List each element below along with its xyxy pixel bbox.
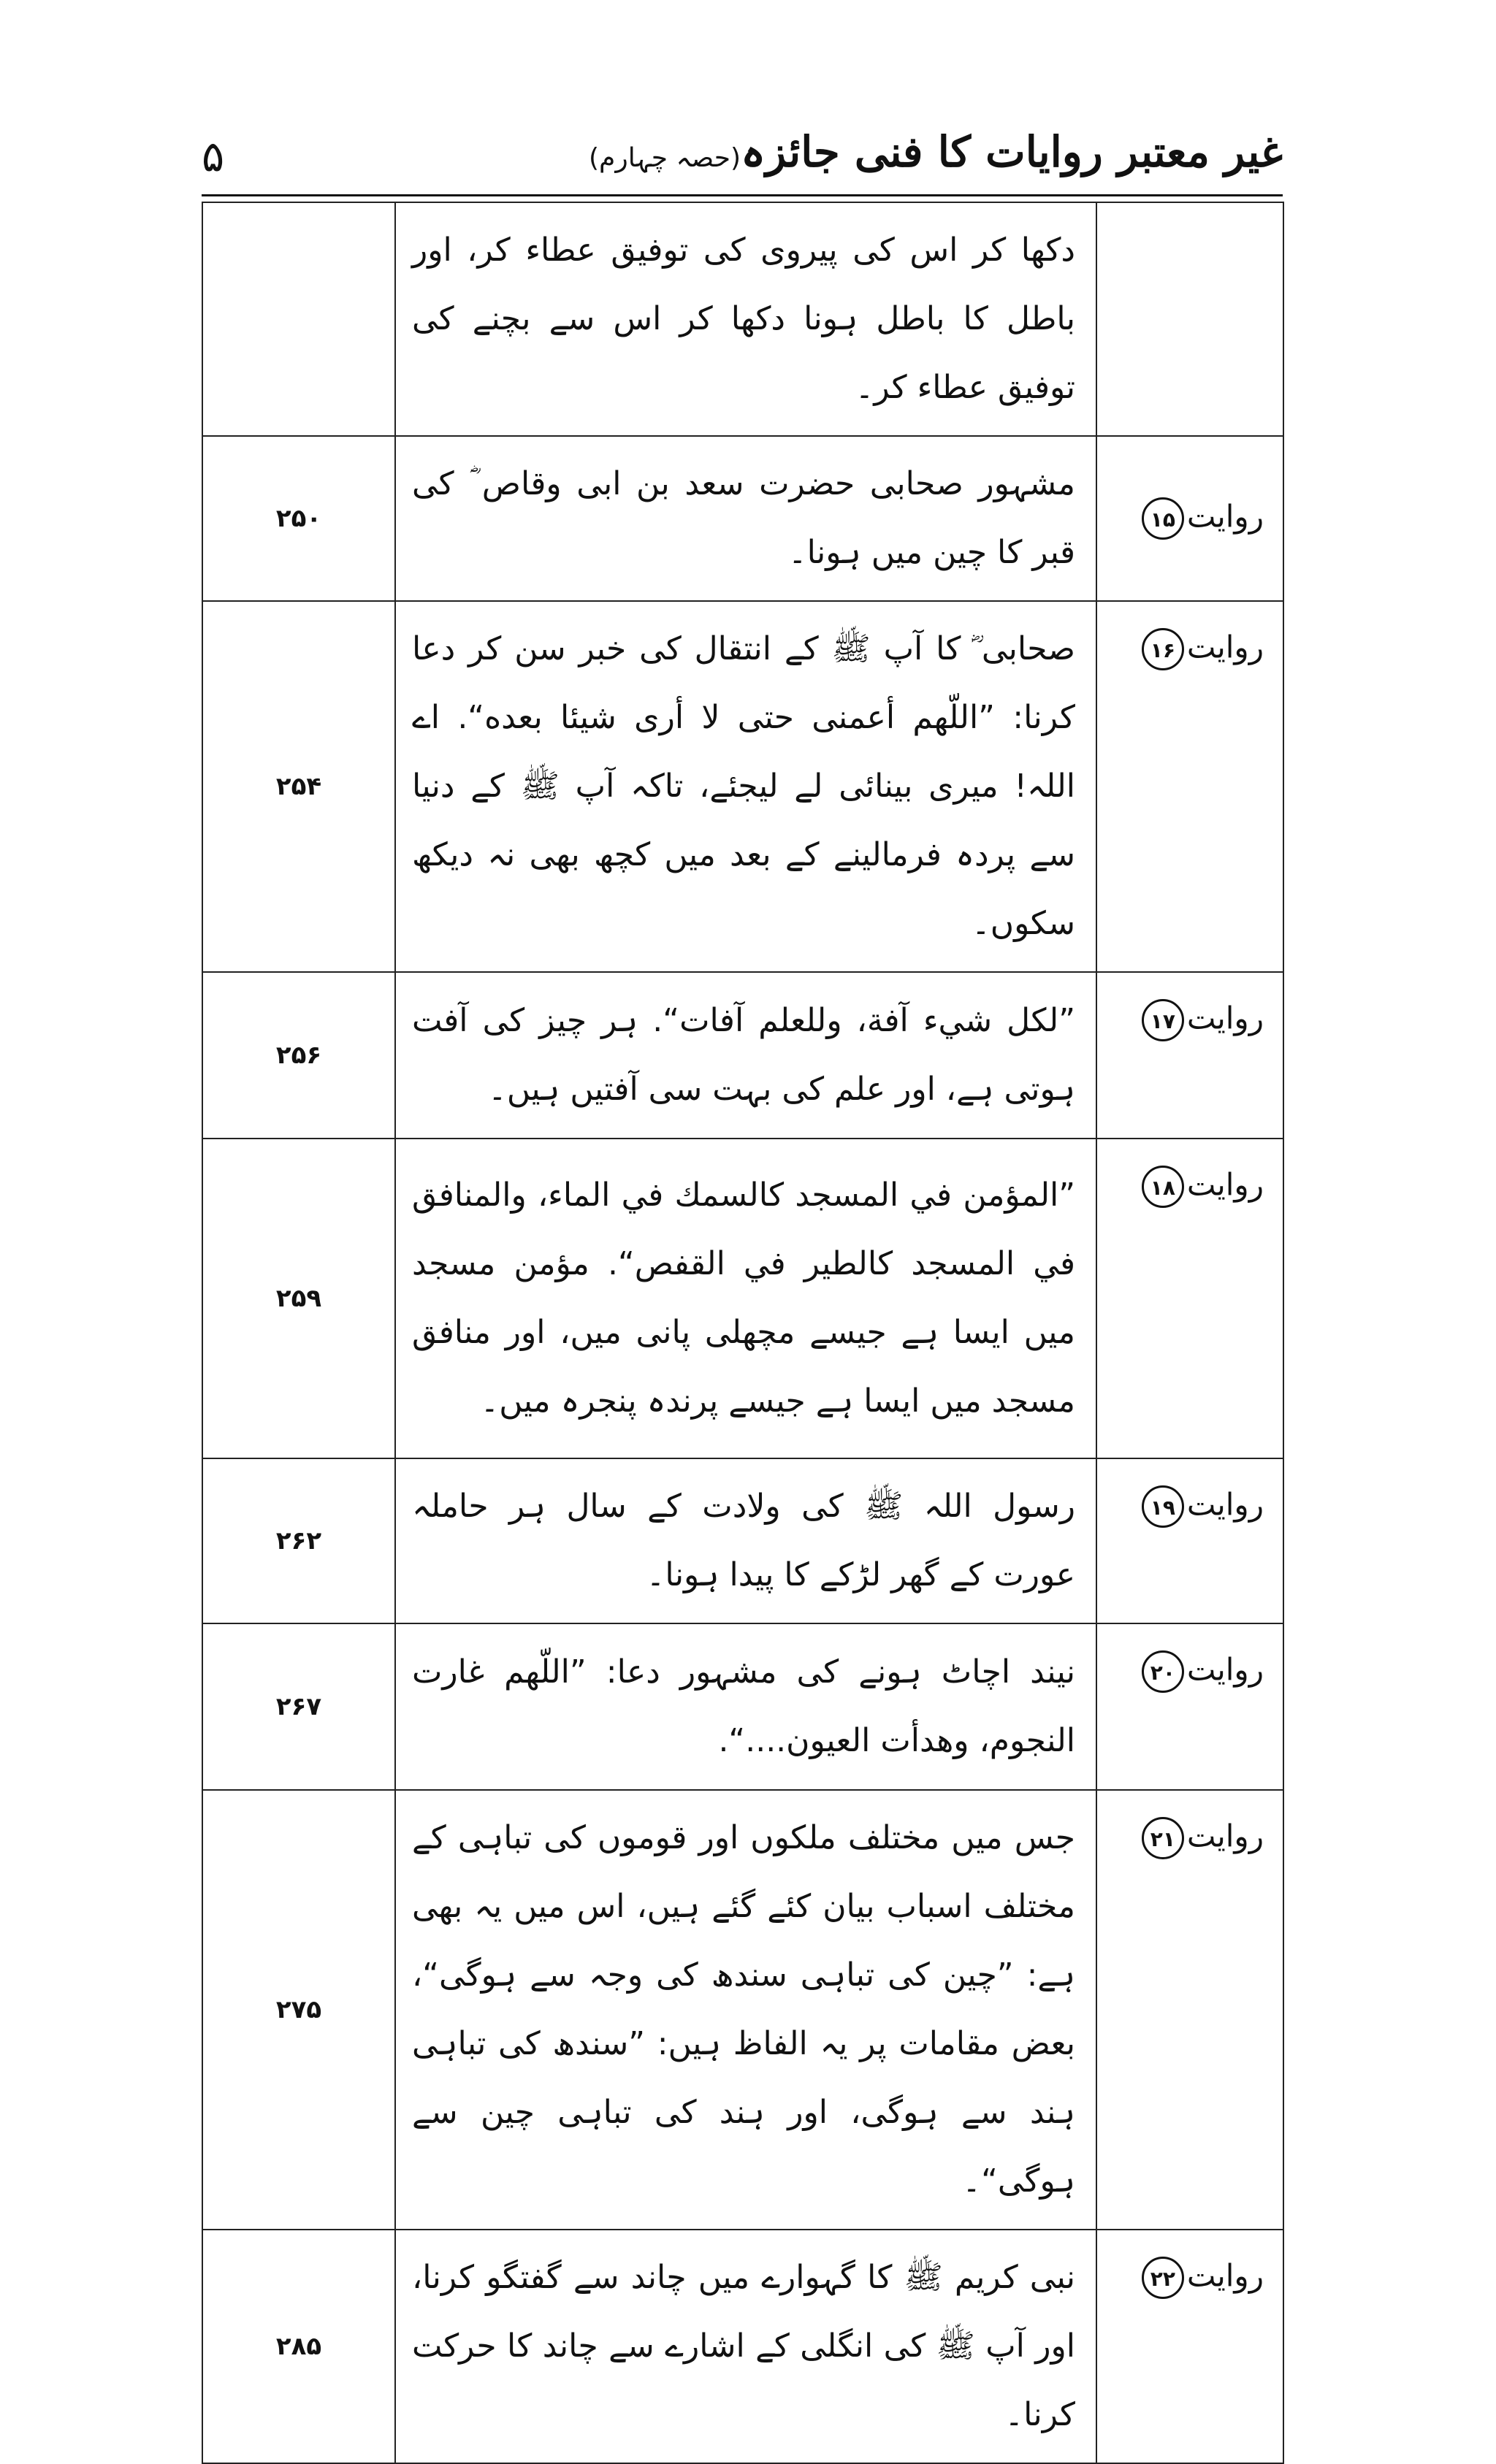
header-rule [202, 194, 1283, 196]
page-reference: ۲۵۶ [202, 972, 395, 1139]
page-reference: ۲۵۴ [202, 601, 395, 972]
table-row [202, 1139, 1283, 1458]
table-row [202, 2230, 1283, 2463]
page-reference: ۲۷۵ [202, 1790, 395, 2230]
narration-number: ۱۹ [1142, 1485, 1184, 1528]
narration-description: نیند اچاٹ ہونے کی مشہور دعا: ”اللّهم غارت النجوم، وهدأت العيون....“. [395, 1623, 1096, 1790]
narration-description: مشہور صحابی حضرت سعد بن ابی وقاص ؓ کی قبر کا چین میں ہونا۔ [395, 436, 1096, 601]
contents-table [202, 202, 1284, 2464]
narration-label-cell [1096, 436, 1283, 601]
narration-label: روایت [1186, 2257, 1264, 2294]
table-row [202, 1790, 1283, 2230]
table-row [202, 601, 1283, 972]
narration-description: دکھا کر اس کی پیروی کی توفیق عطاء کر، اور باطل کا باطل ہونا دکھا کر اس سے بچنے کی توفیق عطاء کر۔ [395, 202, 1096, 436]
narration-label: روایت [1186, 1000, 1264, 1036]
page-reference: ۲۵۹ [202, 1139, 395, 1458]
narration-number: ۱۸ [1142, 1166, 1184, 1208]
narration-description: ”المؤمن في المسجد كالسمك في الماء، والمنافق في المسجد كالطير في القفص“. مؤمن مسجد میں ایسا ہے جیسے مچھلی پانی میں، اور منافق مسجد میں ایسا ہے جیسے پرندہ پنجرہ میں۔ [395, 1139, 1096, 1458]
narration-number: ۱۶ [1142, 628, 1184, 670]
table-row [202, 436, 1283, 601]
page-reference [202, 202, 395, 436]
narration-description: جس میں مختلف ملکوں اور قوموں کی تباہی کے مختلف اسباب بیان کئے گئے ہیں، اس میں یہ بھی ہے: ”چین کی تباہی سندھ کی وجہ سے ہوگی“، بعض مقامات پر یہ الفاظ ہیں: ”سندھ کی تباہی ہند سے ہوگی، اور ہند کی تباہی چین سے ہوگی“۔ [395, 1790, 1096, 2230]
narration-label-cell [1096, 1790, 1283, 2230]
page-reference: ۲۶۷ [202, 1623, 395, 1790]
page-number: ۵ [202, 131, 225, 181]
narration-number: ۱۷ [1142, 999, 1184, 1041]
narration-label: روایت [1186, 1818, 1264, 1854]
page-reference: ۲۸۵ [202, 2230, 395, 2463]
table-row [202, 972, 1283, 1139]
book-title: غیر معتبر روایات کا فنی جائزہ [741, 127, 1283, 177]
page-header [202, 124, 1283, 197]
narration-description: صحابی ؓ کا آپ ﷺ کے انتقال کی خبر سن کر دعا کرنا: ”اللّهم أعمنى حتى لا أرى شيئا بعده“. اے اللہ! میری بینائی لے لیجئے، تاکہ آپ ﷺ کے دنیا سے پردہ فرمالینے کے بعد میں کچھ بھی نہ دیکھ سکوں۔ [395, 601, 1096, 972]
table-row [202, 1458, 1283, 1623]
table-row [202, 202, 1283, 436]
narration-number: ۲۲ [1142, 2257, 1184, 2299]
narration-description: ”لكل شيء آفة، وللعلم آفات“. ہر چیز کی آفت ہوتی ہے، اور علم کی بہت سی آفتیں ہیں۔ [395, 972, 1096, 1139]
narration-description: نبی کریم ﷺ کا گہوارے میں چاند سے گفتگو کرنا، اور آپ ﷺ کی انگلی کے اشارے سے چاند کا حرکت کرنا۔ [395, 2230, 1096, 2463]
narration-label-cell [1096, 1458, 1283, 1623]
running-title [573, 127, 1283, 177]
page-reference: ۲۶۲ [202, 1458, 395, 1623]
narration-label: روایت [1186, 1651, 1264, 1688]
table-row [202, 1623, 1283, 1790]
narration-label-cell [1096, 601, 1283, 972]
narration-number: ۲۰ [1142, 1650, 1184, 1693]
page-reference: ۲۵۰ [202, 436, 395, 601]
narration-label: روایت [1186, 1486, 1264, 1523]
narration-label: روایت [1186, 498, 1264, 535]
narration-label-cell [1096, 2230, 1283, 2463]
narration-label-cell [1096, 1623, 1283, 1790]
part-label: (حصہ چہارم) [588, 143, 741, 173]
narration-label-cell [1096, 1139, 1283, 1458]
narration-number: ۲۱ [1142, 1817, 1184, 1859]
narration-label-cell [1096, 972, 1283, 1139]
narration-number: ۱۵ [1142, 497, 1184, 540]
narration-label-cell [1096, 202, 1283, 436]
narration-label: روایت [1186, 1166, 1264, 1203]
narration-label: روایت [1186, 629, 1264, 665]
narration-description: رسول اللہ ﷺ کی ولادت کے سال ہر حاملہ عورت کے گھر لڑکے کا پیدا ہونا۔ [395, 1458, 1096, 1623]
